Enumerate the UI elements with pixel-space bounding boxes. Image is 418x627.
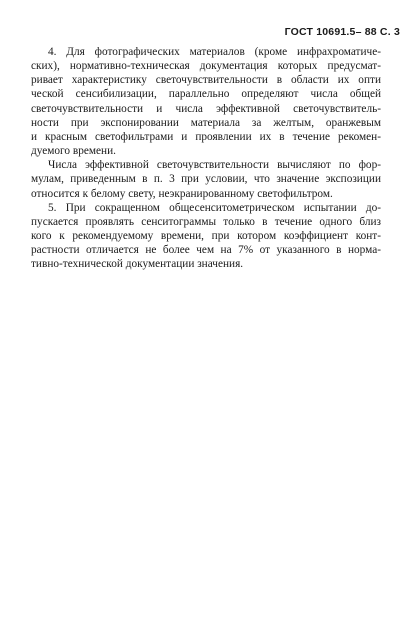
text-line: относится к белому свету, неэкранированному светофильтром.	[31, 187, 333, 200]
text-line: ности при экспонировании материала за желтым, оранжевым	[31, 116, 381, 129]
text-line: ческой сенсибилизации, параллельно определяют числа общей	[31, 88, 381, 101]
text-line: тивно-технической документации значения.	[31, 258, 244, 271]
text-line: 4. Для фотографических материалов (кроме инфрахроматиче-	[48, 46, 381, 58]
paragraph-effective-sensitivity	[31, 158, 381, 200]
document-body	[31, 45, 381, 272]
paragraph-4	[31, 45, 381, 158]
text-line: и красным светофильтрами и проявлении их в течение рекомен-	[31, 130, 381, 143]
text-line: 5. При сокращенном общесенситометрическом испытании до-	[48, 201, 381, 214]
text-line: ских), нормативно-техническая документация которых предусмат-	[31, 60, 381, 73]
paragraph-5	[31, 201, 381, 272]
page-header: ГОСТ 10691.5– 88 С. 3	[284, 26, 400, 38]
text-line: кого к рекомендуемому времени, при котором коэффициент конт-	[31, 230, 381, 243]
text-line: светочувствительности и числа эффективной светочувствитель-	[31, 102, 381, 115]
text-line: пускается проявлять сенситограммы только в течение одного близ	[31, 215, 381, 228]
text-line: мулам, приведенным в п. 3 при условии, что значение экспозиции	[31, 173, 381, 186]
text-line: Числа эффективной светочувствительности вычисляют по фор-	[48, 159, 381, 172]
text-line: ривает характеристику светочувствительности в области их опти	[31, 74, 381, 87]
text-line: растности отличается не более чем на 7% от указанного в норма-	[31, 244, 381, 257]
text-line: дуемого времени.	[31, 145, 116, 158]
